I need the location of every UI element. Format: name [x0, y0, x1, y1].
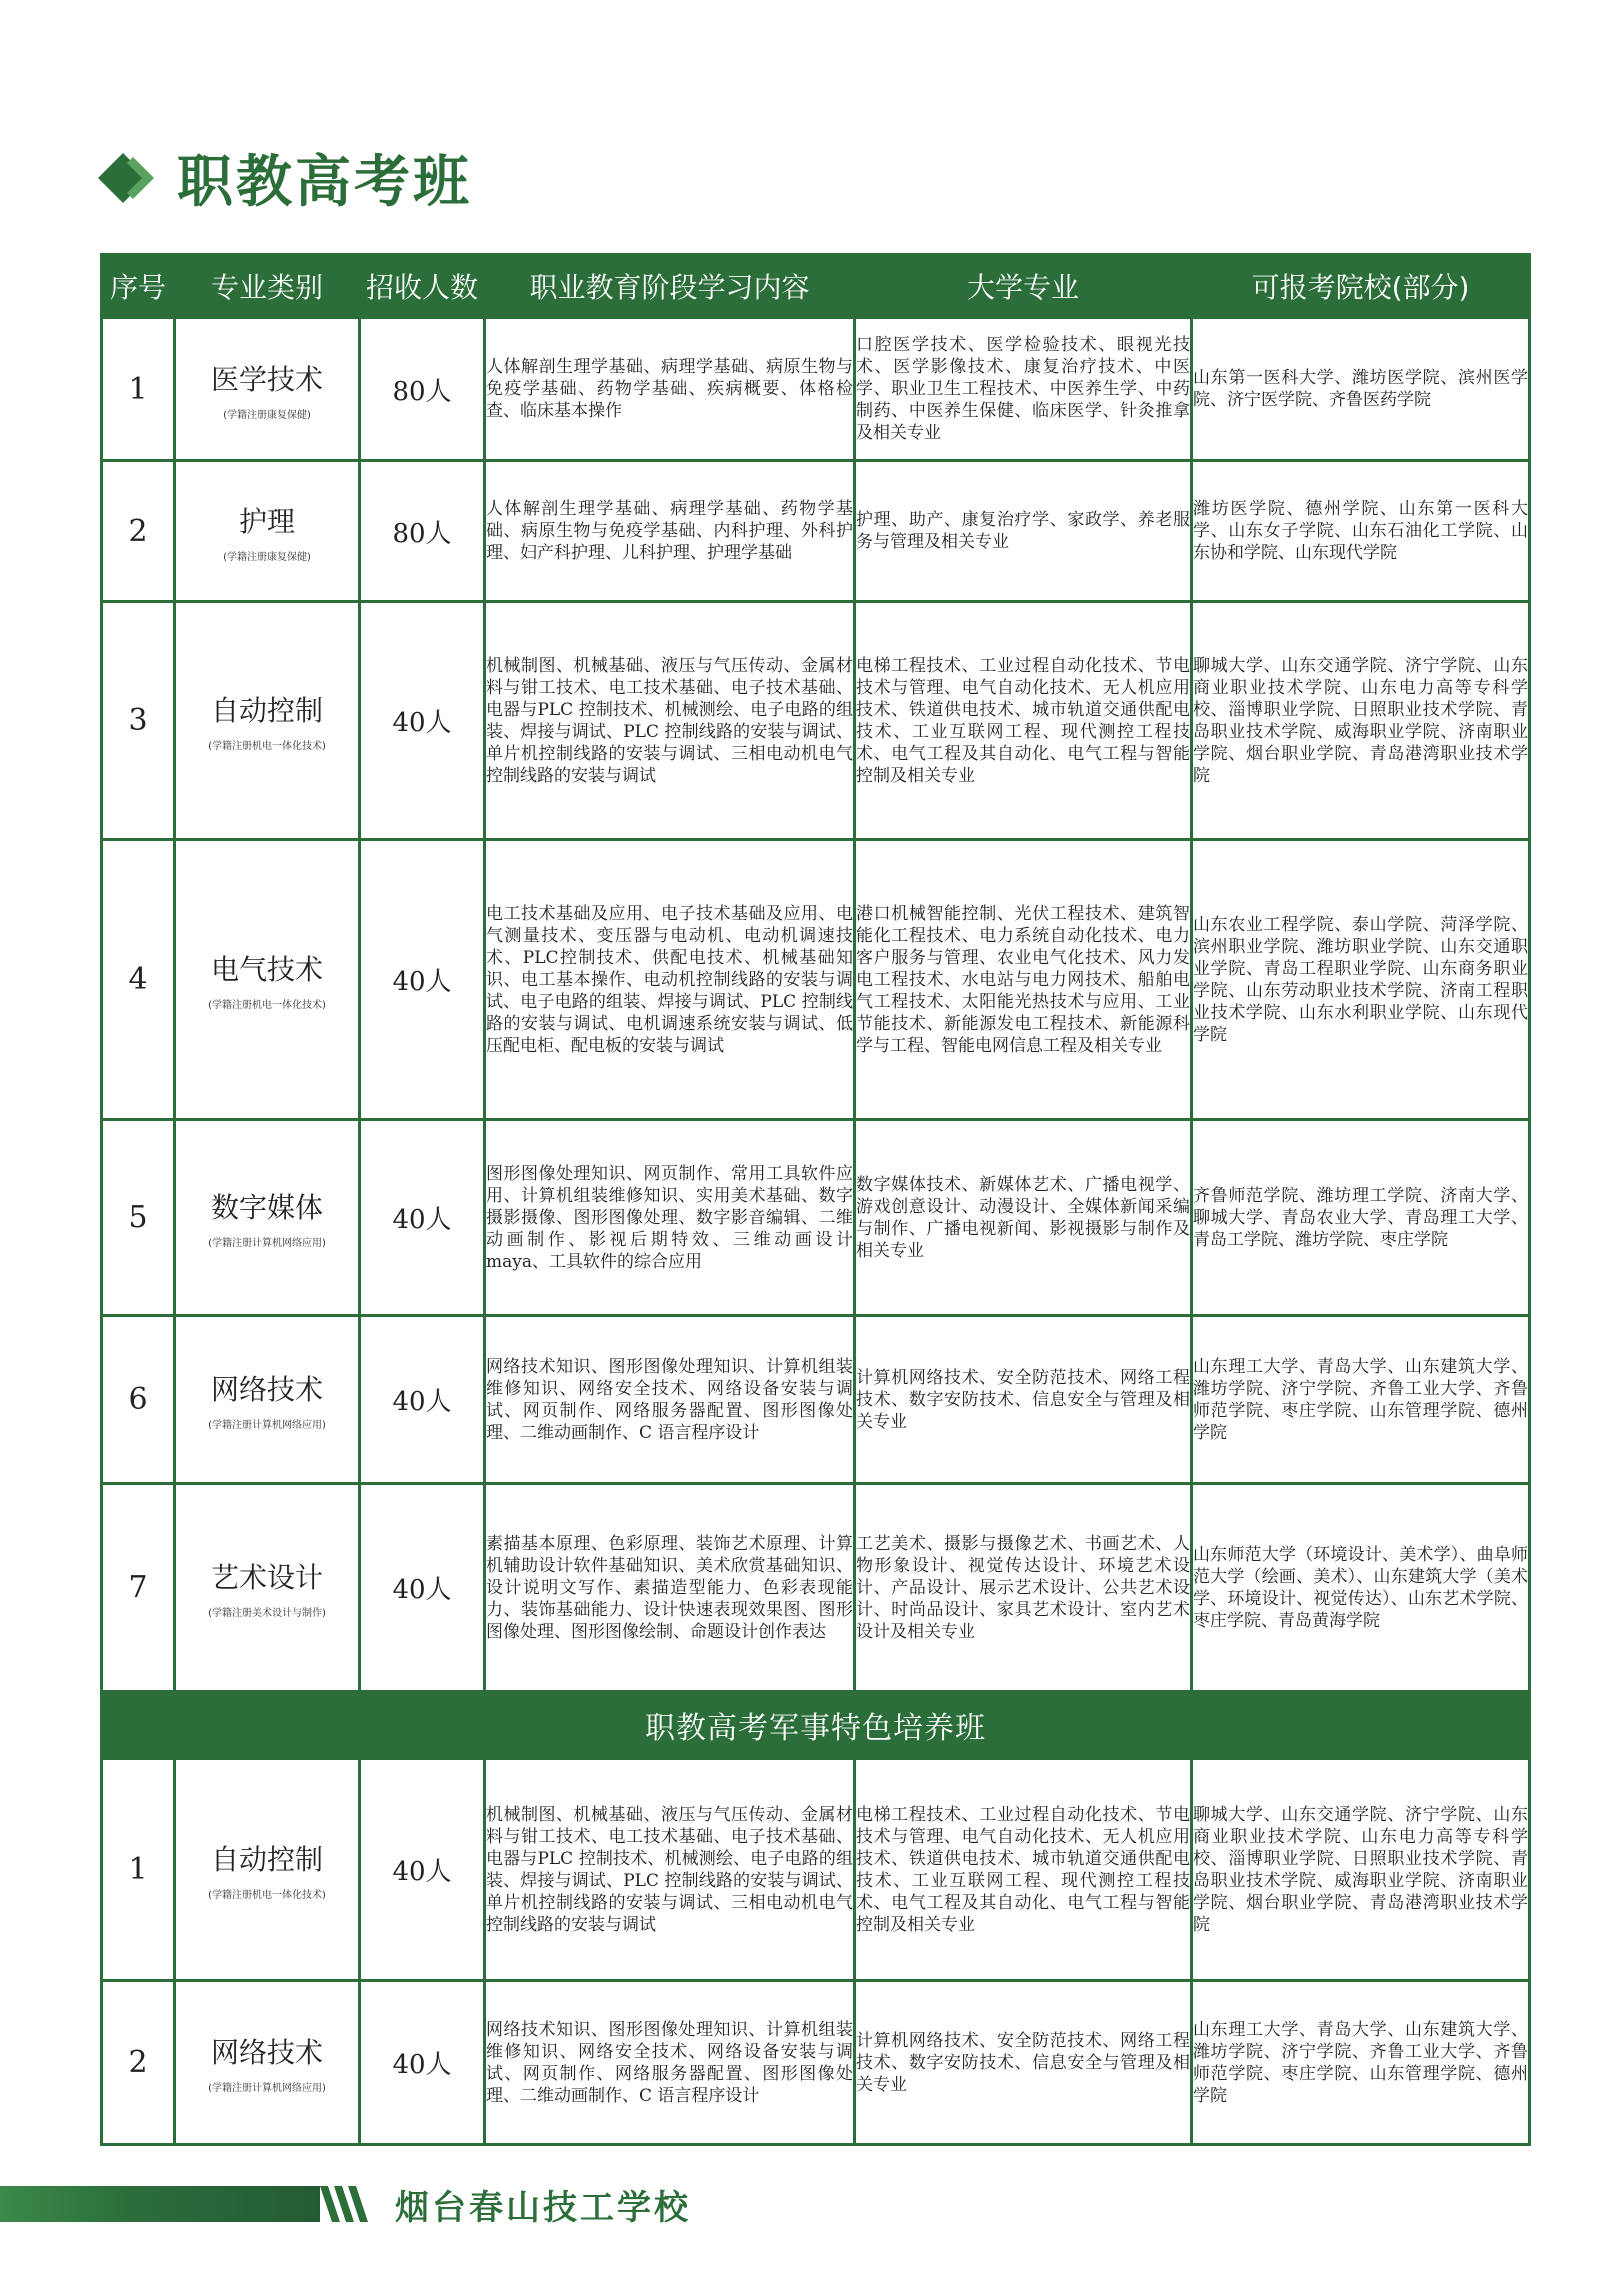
row-schools: 聊城大学、山东交通学院、济宁学院、山东商业职业技术学院、山东电力高等专科学校、淄博职业学院、日照职业技术学院、青岛职业技术学院、威海职业学院、济南职业学院、烟台职业学院、青岛港湾职业技术学院 — [1192, 1759, 1530, 1981]
category-note: (学籍注册美术设计与制作) — [208, 1608, 326, 1619]
row-no: 5 — [102, 1120, 175, 1316]
row-majors: 口腔医学技术、医学检验技术、眼视光技术、医学影像技术、康复治疗技术、中医学、职业卫生工程技术、中医养生学、中药制药、中医养生保健、临床医学、针灸推拿及相关专业 — [855, 318, 1192, 461]
row-category — [175, 1759, 360, 1981]
header-content: 职业教育阶段学习内容 — [485, 255, 855, 318]
row-no: 1 — [102, 318, 175, 461]
category-note: (学籍注册机电一体化技术) — [208, 741, 326, 752]
row-content: 机械制图、机械基础、液压与气压传动、金属材料与钳工技术、电工技术基础、电子技术基础、电器与PLC 控制技术、机械测绘、电子电路的组装、焊接与调试、PLC 控制线路的安装与调试、单片机控制线路的安装与调试、三相电动机电气控制线路的安装与调试 — [485, 602, 855, 840]
header-category: 专业类别 — [175, 255, 360, 318]
row-no: 1 — [102, 1759, 175, 1981]
category-name: 医学技术 — [210, 362, 323, 396]
page-title: 职教高考班 — [177, 150, 472, 215]
row-no: 6 — [102, 1316, 175, 1484]
row-schools: 山东理工大学、青岛大学、山东建筑大学、潍坊学院、济宁学院、齐鲁工业大学、齐鲁师范学院、枣庄学院、山东管理学院、德州学院 — [1192, 1981, 1530, 2145]
row-no: 3 — [102, 602, 175, 840]
row-count: 40人 — [360, 1981, 485, 2145]
row-schools: 山东农业工程学院、泰山学院、菏泽学院、滨州职业学院、潍坊职业学院、山东交通职业学院、青岛工程职业学院、山东商务职业学院、山东劳动职业技术学院、济南工程职业技术学院、山东水利职业学院、山东现代学院 — [1192, 840, 1530, 1120]
row-majors: 计算机网络技术、安全防范技术、网络工程技术、数字安防技术、信息安全与管理及相关专业 — [855, 1316, 1192, 1484]
category-name: 网络技术 — [210, 1373, 323, 1406]
category-note: (学籍注册康复保健) — [223, 551, 311, 563]
row-majors: 电梯工程技术、工业过程自动化技术、节电技术与管理、电气自动化技术、无人机应用技术、铁道供电技术、城市轨道交通供配电技术、工业互联网工程、现代测控工程技术、电气工程及其自动化、电气工程与智能控制及相关专业 — [855, 1759, 1192, 1981]
row-no: 2 — [102, 1981, 175, 2145]
row-content: 网络技术知识、图形图像处理知识、计算机组装维修知识、网络安全技术、网络设备安装与调试、网页制作、网络服务器配置、图形图像处理、二维动画制作、C 语言程序设计 — [485, 1316, 855, 1484]
table-row — [102, 1981, 1530, 2145]
page-footer — [0, 2176, 1617, 2236]
military-section-header — [102, 1692, 1530, 1759]
category-name: 数字媒体 — [210, 1191, 323, 1224]
row-schools: 齐鲁师范学院、潍坊理工学院、济南大学、聊城大学、青岛农业大学、青岛理工大学、青岛工学院、潍坊学院、枣庄学院 — [1192, 1120, 1530, 1316]
category-note: (学籍注册计算机网络应用) — [208, 1238, 326, 1249]
category-note: (学籍注册康复保健) — [223, 409, 311, 421]
category-note: (学籍注册机电一体化技术) — [208, 1000, 326, 1011]
row-category — [175, 602, 360, 840]
header-no: 序号 — [102, 255, 175, 318]
row-category — [175, 840, 360, 1120]
footer-stripes-icon — [320, 2186, 380, 2222]
row-majors: 工艺美术、摄影与摄像艺术、书画艺术、人物形象设计、视觉传达设计、环境艺术设计、产品设计、展示艺术设计、公共艺术设计、时尚品设计、家具艺术设计、室内艺术设计及相关专业 — [855, 1484, 1192, 1692]
row-count: 40人 — [360, 1484, 485, 1692]
military-section-title: 职教高考军事特色培养班 — [102, 1692, 1530, 1759]
row-content: 网络技术知识、图形图像处理知识、计算机组装维修知识、网络安全技术、网络设备安装与调试、网页制作、网络服务器配置、图形图像处理、二维动画制作、C 语言程序设计 — [485, 1981, 855, 2145]
row-count: 40人 — [360, 1316, 485, 1484]
category-name: 网络技术 — [210, 2036, 323, 2069]
table-header-row — [102, 255, 1530, 318]
header-schools: 可报考院校(部分) — [1192, 255, 1530, 318]
category-name: 电气技术 — [210, 953, 323, 986]
category-name: 艺术设计 — [210, 1561, 323, 1594]
row-no: 2 — [102, 461, 175, 602]
category-name: 护理 — [238, 504, 295, 538]
row-category — [175, 1120, 360, 1316]
table-row — [102, 840, 1530, 1120]
row-no: 4 — [102, 840, 175, 1120]
category-note: (学籍注册机电一体化技术) — [208, 1890, 326, 1901]
row-majors: 电梯工程技术、工业过程自动化技术、节电技术与管理、电气自动化技术、无人机应用技术、铁道供电技术、城市轨道交通供配电技术、工业互联网工程、现代测控工程技术、电气工程及其自动化、电气工程与智能控制及相关专业 — [855, 602, 1192, 840]
row-no: 7 — [102, 1484, 175, 1692]
category-name: 自动控制 — [210, 694, 323, 727]
table-row — [102, 461, 1530, 602]
school-name: 烟台春山技工学校 — [395, 2188, 691, 2228]
row-category — [175, 1981, 360, 2145]
header-count: 招收人数 — [360, 255, 485, 318]
row-majors: 港口机械智能控制、光伏工程技术、建筑智能化工程技术、电力系统自动化技术、电力客户服务与管理、农业电气化技术、风力发电工程技术、水电站与电力网技术、船舶电气工程技术、太阳能光热技术与应用、工业节能技术、新能源发电工程技术、新能源科学与工程、智能电网信息工程及相关专业 — [855, 840, 1192, 1120]
row-content: 图形图像处理知识、网页制作、常用工具软件应用、计算机组装维修知识、实用美术基础、数字摄影摄像、图形图像处理、数字影音编辑、二维动画制作、影视后期特效、三维动画设计 maya、工具软件的综合应用 — [485, 1120, 855, 1316]
category-note: (学籍注册计算机网络应用) — [208, 2083, 326, 2094]
table-row — [102, 1759, 1530, 1981]
row-schools: 山东师范大学（环境设计、美术学）、曲阜师范大学（绘画、美术）、山东建筑大学（美术学、环境设计、视觉传达）、山东艺术学院、枣庄学院、青岛黄海学院 — [1192, 1484, 1530, 1692]
row-count: 80人 — [360, 461, 485, 602]
row-content: 人体解剖生理学基础、病理学基础、药物学基础、病原生物与免疫学基础、内科护理、外科护理、妇产科护理、儿科护理、护理学基础 — [485, 461, 855, 602]
footer-bar — [0, 2186, 320, 2222]
row-category — [175, 461, 360, 602]
row-majors: 护理、助产、康复治疗学、家政学、养老服务与管理及相关专业 — [855, 461, 1192, 602]
row-count: 40人 — [360, 1120, 485, 1316]
programs-table — [100, 253, 1531, 2146]
row-category — [175, 1484, 360, 1692]
row-content: 电工技术基础及应用、电子技术基础及应用、电气测量技术、变压器与电动机、电动机调速技术、PLC控制技术、供配电技术、机械基础知识、电工基本操作、电动机控制线路的安装与调试、电子电路的组装、焊接与调试、PLC 控制线路的安装与调试、电机调速系统安装与调试、低压配电柜、配电板的安装与调试 — [485, 840, 855, 1120]
row-count: 40人 — [360, 602, 485, 840]
page-header — [95, 138, 472, 218]
table-row — [102, 318, 1530, 461]
row-category — [175, 318, 360, 461]
row-schools: 潍坊医学院、德州学院、山东第一医科大学、山东女子学院、山东石油化工学院、山东协和学院、山东现代学院 — [1192, 461, 1530, 602]
row-count: 40人 — [360, 840, 485, 1120]
row-schools: 山东第一医科大学、潍坊医学院、滨州医学院、济宁医学院、齐鲁医药学院 — [1192, 318, 1530, 461]
table-row — [102, 1484, 1530, 1692]
table-row — [102, 1316, 1530, 1484]
row-schools: 聊城大学、山东交通学院、济宁学院、山东商业职业技术学院、山东电力高等专科学校、淄博职业学院、日照职业技术学院、青岛职业技术学院、威海职业学院、济南职业学院、烟台职业学院、青岛港湾职业技术学院 — [1192, 602, 1530, 840]
table-row — [102, 602, 1530, 840]
row-majors: 计算机网络技术、安全防范技术、网络工程技术、数字安防技术、信息安全与管理及相关专业 — [855, 1981, 1192, 2145]
row-count: 40人 — [360, 1759, 485, 1981]
header-majors: 大学专业 — [855, 255, 1192, 318]
row-category — [175, 1316, 360, 1484]
diamond-logo-icon — [95, 147, 157, 209]
row-majors: 数字媒体技术、新媒体艺术、广播电视学、游戏创意设计、动漫设计、全媒体新闻采编与制作、广播电视新闻、影视摄影与制作及相关专业 — [855, 1120, 1192, 1316]
row-schools: 山东理工大学、青岛大学、山东建筑大学、潍坊学院、济宁学院、齐鲁工业大学、齐鲁师范学院、枣庄学院、山东管理学院、德州学院 — [1192, 1316, 1530, 1484]
row-content: 素描基本原理、色彩原理、装饰艺术原理、计算机辅助设计软件基础知识、美术欣赏基础知识、设计说明文写作、素描造型能力、色彩表现能力、装饰基础能力、设计快速表现效果图、图形图像处理、图形图像绘制、命题设计创作表达 — [485, 1484, 855, 1692]
row-count: 80人 — [360, 318, 485, 461]
row-content: 机械制图、机械基础、液压与气压传动、金属材料与钳工技术、电工技术基础、电子技术基础、电器与PLC 控制技术、机械测绘、电子电路的组装、焊接与调试、PLC 控制线路的安装与调试、单片机控制线路的安装与调试、三相电动机电气控制线路的安装与调试 — [485, 1759, 855, 1981]
category-name: 自动控制 — [210, 1843, 323, 1876]
category-note: (学籍注册计算机网络应用) — [208, 1420, 326, 1431]
table-row — [102, 1120, 1530, 1316]
row-content: 人体解剖生理学基础、病理学基础、病原生物与免疫学基础、药物学基础、疾病概要、体格检查、临床基本操作 — [485, 318, 855, 461]
